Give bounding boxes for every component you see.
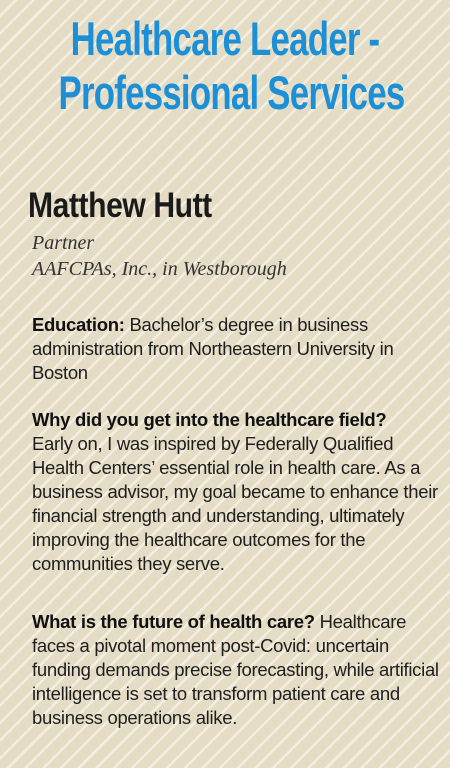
education-label: Education: — [32, 314, 125, 335]
future-question: What is the future of health care? — [32, 611, 315, 632]
education-text: Bachelor’s degree in business administration from Northeastern University in Boston — [32, 314, 394, 383]
page-title-line-2: Professional Services — [58, 66, 405, 119]
why-healthcare-answer: Early on, I was inspired by Federally Qualified Health Centers’ essential role in health care. As a business advisor, my goal became to enhance their financial strength and understanding, ultimately improving the healthcare outcomes for the communities they serve. — [32, 433, 438, 574]
page-title-line-1: Healthcare Leader - — [70, 12, 380, 65]
why-healthcare-question: Why did you get into the healthcare field? — [32, 409, 387, 430]
person-title: Partner — [32, 232, 95, 254]
why-healthcare-section — [32, 408, 442, 576]
person-company: AAFCPAs, Inc., in Westborough — [32, 258, 287, 280]
education-section — [32, 313, 442, 385]
page-title — [58, 12, 405, 120]
future-section — [32, 610, 442, 730]
person-name: Matthew Hutt — [28, 186, 212, 225]
future-answer: Healthcare faces a pivotal moment post-Covid: uncertain funding demands precise forecasting, while artificial intelligence is set to transform patient care and business operations alike. — [32, 611, 439, 728]
